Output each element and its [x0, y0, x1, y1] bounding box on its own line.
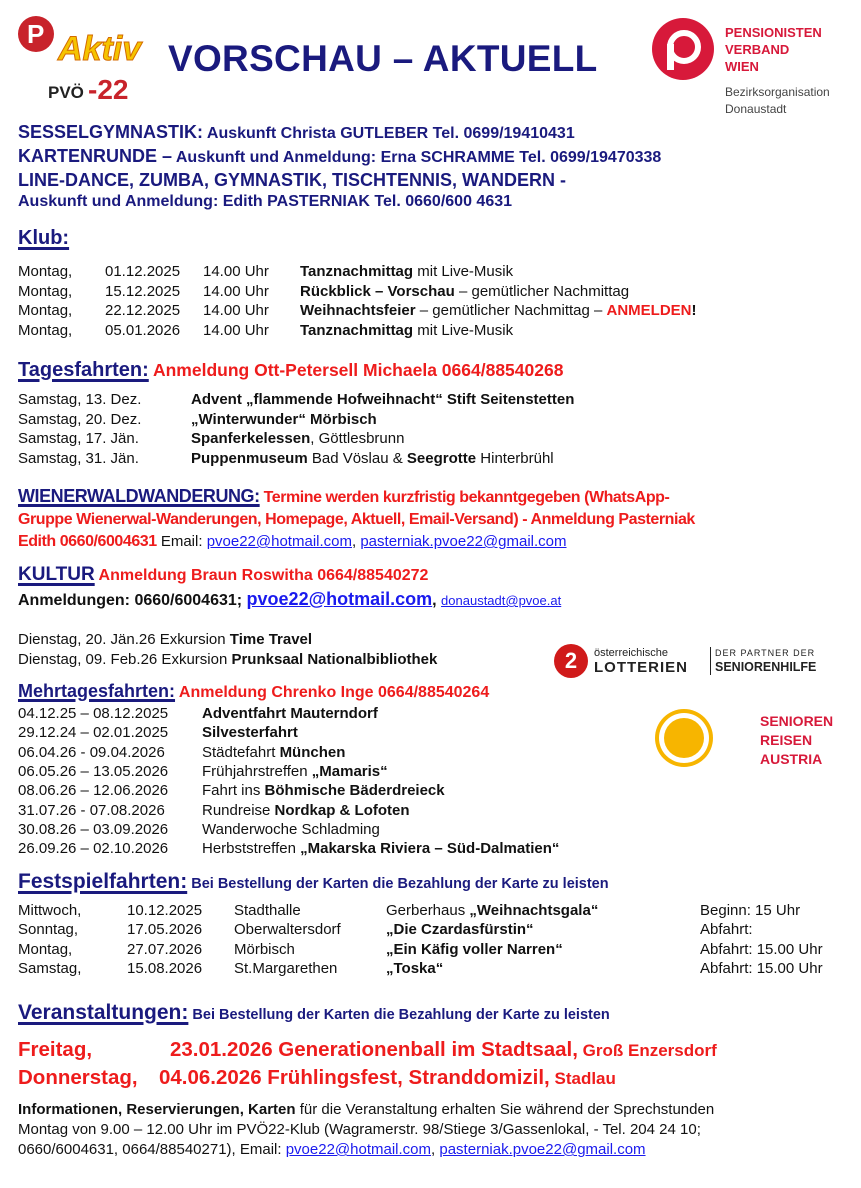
day — [18, 920, 78, 940]
description-part: Fahrt ins — [202, 782, 265, 800]
date-part: 22.12.2025 — [105, 302, 181, 320]
date — [18, 743, 165, 763]
contact-sesselgymnastik: SESSELGYMNASTIK: Auskunft Christa GUTLEBER Tel. 0699/19410431 — [18, 122, 575, 142]
date-part: Exkursion — [155, 631, 230, 648]
logo-sub: Donaustadt — [725, 102, 787, 116]
senioren-reisen-logo — [650, 704, 850, 774]
day — [18, 901, 81, 921]
description-part: Rundreise — [202, 801, 275, 819]
description-part: ANMELDEN — [606, 302, 692, 320]
logo-text: SENIOREN — [760, 713, 834, 729]
date — [105, 262, 180, 282]
date-part: Exkursion — [157, 650, 232, 668]
date-part: 30.08.26 – 03.09.2026 — [18, 820, 169, 838]
list-item — [0, 820, 640, 840]
logo-text: österreichische — [594, 647, 668, 659]
date — [18, 429, 139, 449]
day — [18, 940, 72, 960]
list-item — [0, 390, 861, 410]
sun-icon — [664, 718, 704, 758]
mehrtagesfahrten-heading: Mehrtagesfahrten: Anmeldung Chrenko Inge 0664/88540264 — [18, 681, 490, 701]
date — [18, 820, 168, 840]
day-part: Montag, — [18, 321, 73, 339]
kultur-anmeldung: Anmeldungen: 0660/6004631; pvoe22@hotmail.com, donaustadt@pvoe.at — [18, 589, 562, 609]
date — [18, 704, 168, 724]
time — [203, 321, 269, 341]
list-item — [0, 959, 861, 979]
place-part: St.Margarethen — [234, 959, 338, 977]
date — [105, 321, 180, 341]
wienerwald-text: Edith 0660/6004631 — [18, 533, 157, 550]
description-part: mit Live-Musik — [413, 321, 514, 339]
logo-text: SENIORENHILFE — [715, 660, 817, 674]
info — [700, 940, 823, 960]
day-part: Montag, — [18, 263, 73, 280]
email-link-pvoe22[interactable]: pvoe22@hotmail.com — [206, 533, 352, 550]
list-item — [0, 940, 861, 960]
list-item — [0, 781, 640, 801]
logo-text: AUSTRIA — [760, 751, 823, 767]
date-part: 06.05.26 – 13.05.2026 — [18, 762, 169, 780]
description — [191, 429, 404, 449]
date-part: 08.06.26 – 12.06.2026 — [18, 782, 169, 800]
place — [234, 940, 295, 960]
date — [127, 940, 202, 960]
wienerwald-text: Termine werden kurzfristig bekanntgegeben (WhatsApp- — [259, 489, 670, 506]
description-part: Tanznachmittag — [300, 321, 414, 339]
place-part: Stadthalle — [234, 902, 301, 919]
date-part: 04.12.25 – 08.12.2025 — [18, 705, 169, 722]
time — [203, 301, 269, 321]
info — [700, 901, 800, 921]
description-part: Puppenmuseum — [191, 449, 308, 467]
date-part: 31.07.26 - 07.08.2026 — [18, 801, 165, 819]
event-part: “ — [526, 921, 534, 939]
contact-line-dance: LINE-DANCE, ZUMBA, GYMNASTIK, TISCHTENNIS, WANDERN - — [18, 170, 566, 190]
date-part: 15.12.2025 — [105, 282, 181, 300]
logo-text: LOTTERIEN — [594, 659, 688, 676]
description — [202, 839, 559, 859]
info-part: Beginn: 15 Uhr — [700, 902, 801, 919]
description-part: – gemütlicher Nachmittag – — [415, 302, 607, 320]
date-part: Samstag, 20. Dez. — [18, 410, 142, 428]
date — [18, 449, 139, 469]
date — [18, 630, 312, 650]
date — [18, 390, 141, 410]
festspielfahrten-heading: Festspielfahrten: Bei Bestellung der Karten die Bezahlung der Karte zu leisten — [18, 870, 609, 893]
description — [202, 820, 380, 840]
place — [234, 959, 337, 979]
description-part: Seegrotte — [406, 449, 477, 467]
date — [105, 301, 180, 321]
kultur-heading: KULTUR Anmeldung Braun Roswitha 0664/88540272 — [18, 564, 429, 585]
description — [191, 410, 377, 430]
place-part: Oberwaltersdorf — [234, 921, 341, 939]
list-item — [0, 282, 861, 302]
logo-line: WIEN — [725, 59, 759, 74]
tagesfahrten-heading: Tagesfahrten: Anmeldung Ott-Petersell Michaela 0664/88540268 — [18, 359, 564, 381]
info — [700, 920, 753, 940]
email-link-pvoe22[interactable]: pvoe22@hotmail.com — [285, 1141, 432, 1158]
email-link-pasterniak[interactable]: pasterniak.pvoe22@gmail.com — [439, 1141, 646, 1158]
date-part: Prunksaal Nationalbibliothek — [231, 650, 438, 668]
description — [191, 449, 554, 469]
description — [191, 390, 574, 410]
veranstaltungen-heading: Veranstaltungen: Bei Bestellung der Karten die Bezahlung der Karte zu leisten — [18, 1001, 610, 1024]
place — [234, 920, 341, 940]
description — [300, 282, 629, 302]
event — [386, 920, 534, 940]
description-part: Hinterbrühl — [476, 449, 554, 467]
list-item — [0, 449, 861, 469]
date — [18, 781, 168, 801]
date — [127, 901, 202, 921]
logo-text: DER PARTNER DER — [715, 648, 816, 658]
date — [18, 650, 437, 670]
info-text: Informationen, Reservierungen, Karten für die Veranstaltung erhalten Sie während der Sprechstunden Montag von 9.00 – 12.00 Uhr im PVÖ22-Klub (Wagramerstr. 98/Stiege 3/Gassenlokal, - Tel. 204 24 10; 0660/6004631, 0664/88540271), Email: pvoe22@hotmail.com, pasterniak.pvoe22@gmail.com — [18, 1101, 715, 1158]
logo-text: REISEN — [760, 732, 813, 748]
description-part: Mauterndorf — [286, 705, 378, 722]
description-part: „Mamaris — [311, 762, 381, 780]
wienerwald-section: WIENERWALDWANDERUNG: Termine werden kurzfristig bekanntgegeben (WhatsApp- Gruppe Wienerwal-Wanderungen, Homepage, Aktuell, Email-Versand) - Anmeldung Pasterniak Edith 0660/6004631 Email: pvoe22@hotmail.com, pasterniak.pvoe22@gmail.com — [18, 486, 695, 550]
aktiv-pvoe22-logo — [18, 16, 158, 112]
time — [203, 262, 269, 282]
description-part: München — [279, 743, 346, 761]
description-part: Wanderwoche Schladming — [202, 820, 380, 838]
description-part: „Makarska Riviera – Süd-Dalmatien — [300, 840, 552, 858]
date-part: Dienstag, 20. Jän.26 — [18, 631, 156, 648]
event-part: „Ein Käfig voller Narren“ — [386, 940, 563, 958]
logo-aktiv: Aktiv — [58, 30, 142, 68]
list-item — [0, 429, 861, 449]
description — [202, 743, 345, 763]
list-item — [0, 704, 640, 724]
list-item — [0, 410, 861, 430]
description-part: Nordkap & Lofoten — [274, 801, 410, 819]
description — [202, 723, 298, 743]
description — [300, 262, 513, 282]
description — [202, 704, 378, 724]
date-part: 17.05.2026 — [127, 921, 203, 939]
contact-edith: Auskunft und Anmeldung: Edith PASTERNIAK Tel. 0660/600 4631 — [18, 193, 513, 210]
email-label: Email: — [156, 533, 207, 550]
pensionistenverband-logo — [650, 16, 850, 116]
date-part: Dienstag, 09. Feb.26 — [18, 650, 158, 668]
date — [127, 920, 202, 940]
date-part: 27.07.2026 — [127, 940, 203, 958]
email-link-pasterniak[interactable]: pasterniak.pvoe22@gmail.com — [360, 533, 567, 550]
list-item — [0, 723, 640, 743]
date-part: Samstag, 13. Dez. — [18, 391, 142, 408]
place — [234, 901, 301, 921]
day-part: Samstag, — [18, 959, 82, 977]
klub-heading: Klub: — [18, 227, 70, 249]
date — [127, 959, 202, 979]
list-item — [0, 630, 540, 650]
date — [18, 839, 168, 859]
lotterien-logo — [554, 644, 834, 680]
date-part: 26.09.26 – 02.10.2026 — [18, 840, 169, 858]
day — [18, 301, 72, 321]
date-part: Samstag, 31. Jän. — [18, 449, 139, 467]
description-part: Herbststreffen — [202, 840, 301, 858]
description-part: Böhmische Bäderdreieck — [264, 782, 445, 800]
day — [18, 262, 72, 282]
description — [300, 321, 513, 341]
list-item — [0, 262, 861, 282]
description-part: Weihnachtsfeier — [300, 302, 416, 320]
day — [18, 282, 72, 302]
contact-kartenrunde: KARTENRUNDE – Auskunft und Anmeldung: Erna SCHRAMME Tel. 0699/19470338 — [18, 146, 662, 166]
list-item — [0, 743, 640, 763]
time-part: 14.00 Uhr — [203, 263, 269, 280]
place-part: Mörbisch — [234, 940, 295, 958]
event-fruehlingsfest: Donnerstag, 04.06.2026 Frühlingsfest, Stranddomizil, Stadlau — [18, 1066, 616, 1089]
list-item — [0, 920, 861, 940]
description-part: “ — [551, 840, 560, 858]
event — [386, 940, 563, 960]
wienerwald-heading: WIENERWALDWANDERUNG: — [18, 486, 260, 506]
date-part: 29.12.24 – 02.01.2025 — [18, 724, 169, 742]
description-part: , Göttlesbrunn — [310, 430, 405, 448]
p-circle-icon — [652, 18, 714, 80]
list-item — [0, 301, 861, 321]
description-part: mit Live-Musik — [413, 263, 514, 280]
day — [18, 959, 81, 979]
description-part: Städtefahrt — [202, 743, 280, 761]
event-part: Gerberhaus — [386, 902, 470, 919]
info — [700, 959, 823, 979]
list-item — [0, 839, 640, 859]
date-part: 06.04.26 - 09.04.2026 — [18, 743, 165, 761]
day — [18, 321, 72, 341]
event-part: „Die Czardasfürstin — [386, 921, 527, 939]
description-part: Silvesterfahrt — [202, 724, 298, 742]
event-part: „Weihnachtsgala — [469, 902, 591, 919]
logo-p: P — [27, 19, 45, 49]
date-part: 01.12.2025 — [105, 263, 181, 280]
list-item — [0, 901, 861, 921]
description-part: „Winterwunder“ Mörbisch — [191, 410, 377, 428]
date-part: 10.12.2025 — [127, 902, 203, 919]
logo-22: 22 — [97, 74, 129, 105]
day-part: Montag, — [18, 940, 73, 958]
date — [105, 282, 180, 302]
description-part: Tanznachmittag — [300, 263, 414, 280]
wienerwald-text: Gruppe Wienerwal-Wanderungen, Homepage, Aktuell, Email-Versand) - Anmeldung Pasterniak — [18, 511, 695, 528]
logo-pvo: PVÖ — [48, 83, 84, 102]
event — [386, 959, 443, 979]
info-part: Abfahrt: 15.00 Uhr — [700, 959, 823, 977]
lotterien-icon: 2 — [554, 644, 588, 678]
time-part: 14.00 Uhr — [203, 302, 269, 320]
description-part: Advent „flammende Hofweihnacht“ Stift Seitenstetten — [191, 391, 575, 408]
list-item — [0, 801, 640, 821]
description-part: Spanferkelessen — [191, 430, 311, 448]
list-item — [0, 762, 640, 782]
list-item — [0, 321, 861, 341]
day-part: Mittwoch, — [18, 902, 82, 919]
logo-22-wrap: -22 — [88, 74, 129, 105]
description-part: Frühjahrstreffen — [202, 762, 312, 780]
logo-line: VERBAND — [725, 42, 790, 57]
date — [18, 723, 168, 743]
date-part: Samstag, 17. Jän. — [18, 430, 139, 448]
page-title: VORSCHAU – AKTUELL — [168, 38, 598, 79]
info-part: Abfahrt: 15.00 Uhr — [700, 940, 823, 958]
description-part: “ — [380, 762, 388, 780]
description-part: Bad Vöslau & — [307, 449, 407, 467]
day-part: Montag, — [18, 282, 73, 300]
email-link-pvoe22[interactable]: pvoe22@hotmail.com — [246, 589, 433, 609]
day-part: Montag, — [18, 302, 73, 320]
info-part: Abfahrt: — [700, 921, 753, 939]
date-part: 15.08.2026 — [127, 959, 203, 977]
day-part: Sonntag, — [18, 921, 79, 939]
description-part: – gemütlicher Nachmittag — [454, 282, 630, 300]
description — [202, 762, 388, 782]
event — [386, 901, 598, 921]
time-part: 14.00 Uhr — [203, 282, 269, 300]
date-part: Time Travel — [229, 631, 313, 648]
time-part: 14.00 Uhr — [203, 321, 269, 339]
email-link-donaustadt[interactable]: donaustadt@pvoe.at — [441, 593, 562, 608]
event-generationenball: Freitag, 23.01.2026 Generationenball im Stadtsaal, Groß Enzersdorf — [18, 1038, 717, 1061]
list-item — [0, 650, 540, 670]
date — [18, 762, 168, 782]
description — [300, 301, 697, 321]
description — [202, 781, 445, 801]
description-part: Adventfahrt — [202, 705, 287, 722]
description — [202, 801, 410, 821]
date — [18, 801, 165, 821]
time — [203, 282, 269, 302]
date-part: 05.01.2026 — [105, 321, 181, 339]
event-part: “ — [590, 902, 599, 919]
date — [18, 410, 141, 430]
logo-line: PENSIONISTEN — [725, 25, 822, 40]
logo-sub: Bezirksorganisation — [725, 85, 830, 99]
description-part: Rückblick – Vorschau — [300, 282, 455, 300]
event-part: „Toska“ — [386, 959, 444, 977]
description-part: ! — [691, 302, 697, 320]
